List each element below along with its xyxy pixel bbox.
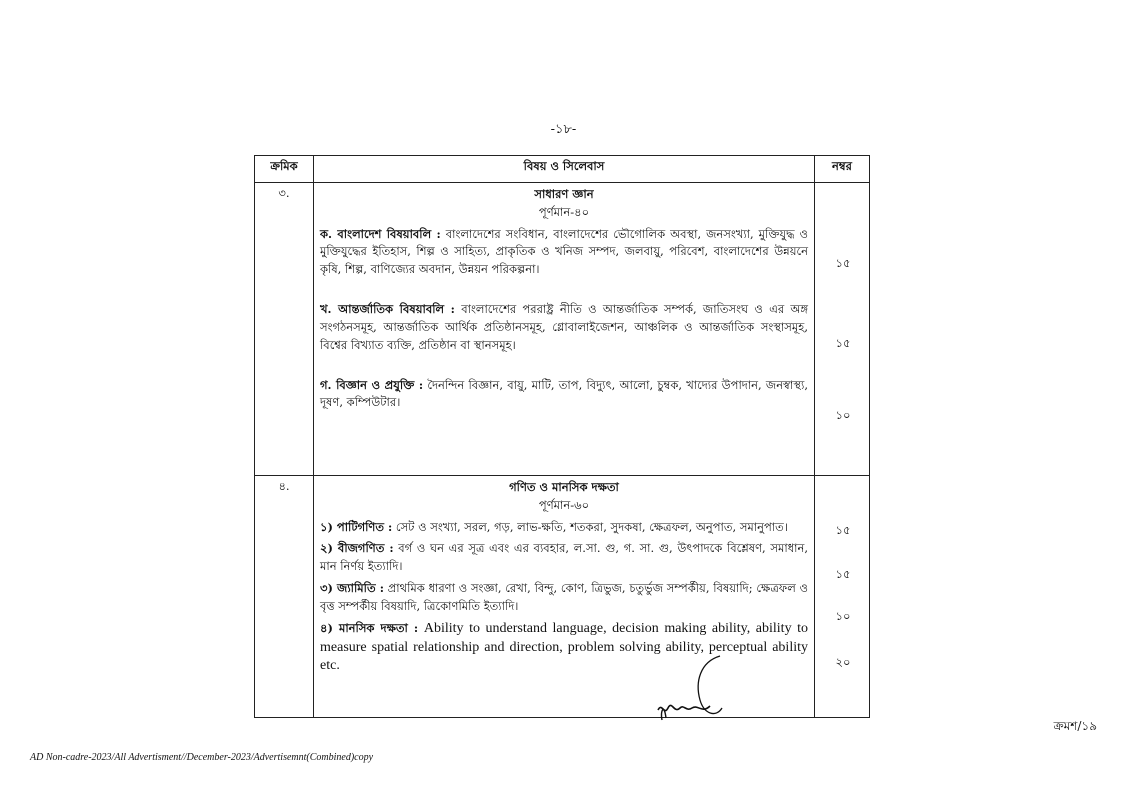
marks-cell — [815, 183, 870, 476]
table-row — [255, 476, 870, 718]
item-heading: ১) পাটিগণিত : — [320, 519, 393, 534]
syllabus-item — [320, 226, 808, 279]
section-serial: ৪. — [255, 476, 314, 718]
syllabus-table — [254, 155, 870, 718]
syllabus-item — [320, 540, 808, 576]
continued-marker: ক্রমশ/১৯ — [1053, 719, 1097, 733]
table-header-row — [255, 156, 870, 183]
item-text: দৈনন্দিন বিজ্ঞান, বায়ু, মাটি, তাপ, বিদ্যুৎ, আলো, চুম্বক, খাদ্যের উপাদান, জনস্বাস্থ্য, দূষণ, কম্পিউটার। — [320, 377, 808, 410]
section-title: সাধারণ জ্ঞান — [534, 187, 594, 201]
item-marks: ১৫ — [835, 336, 851, 350]
item-heading: ৪) মানসিক দক্ষতা : — [320, 620, 419, 635]
item-text: বাংলাদেশের সংবিধান, বাংলাদেশের ভৌগোলিক অবস্থা, জনসংখ্যা, মুক্তিযুদ্ধ ও মুক্তিযুদ্ধের ইতিহাস, শিল্প ও সাহিত্য, প্রাকৃতিক ও খনিজ সম্পদ, জলবায়ু, পরিবেশ, বাংলাদেশের উন্নয়নে কৃষি, শিল্প, বাণিজ্যের অবদান, উন্নয়ন পরিকল্পনা। — [320, 226, 808, 277]
section-full-marks: পূর্ণমান-৪০ — [538, 204, 590, 219]
header-serial: ক্রমিক — [255, 156, 314, 183]
section-content — [314, 183, 815, 476]
item-marks: ১৫ — [835, 567, 851, 581]
syllabus-item — [320, 377, 808, 413]
syllabus-item — [320, 580, 808, 616]
table-row — [255, 183, 870, 476]
footer-file-path: AD Non-cadre-2023/All Advertisment//December-2023/Advertisemnt(Combined)copy — [30, 752, 374, 763]
page-number: -১৮- — [550, 122, 577, 137]
item-heading: ২) বীজগণিত : — [320, 541, 394, 556]
marks-cell — [815, 476, 870, 718]
item-marks: ১৫ — [835, 256, 851, 270]
syllabus-item — [320, 301, 808, 354]
section-serial: ৩. — [255, 183, 314, 476]
item-heading: খ. আন্তর্জাতিক বিষয়াবলি : — [320, 302, 455, 317]
item-marks: ১০ — [835, 609, 851, 623]
item-text: বাংলাদেশের পররাষ্ট্র নীতি ও আন্তর্জাতিক সম্পর্ক, জাতিসংঘ ও এর অঙ্গ সংগঠনসমূহ, আন্তর্জাতিক আর্থিক প্রতিষ্ঠানসমূহ, গ্লোবালাইজেশন, আঞ্চলিক ও আন্তর্জাতিক সংস্থাসমূহ, বিশ্বের বিখ্যাত ব্যক্তি, প্রতিষ্ঠান বা স্থানসমূহ। — [320, 302, 809, 352]
item-marks: ১৫ — [835, 523, 851, 537]
item-marks: ২০ — [835, 655, 851, 669]
section-full-marks: পূর্ণমান-৬০ — [538, 497, 590, 512]
item-text: সেট ও সংখ্যা, সরল, গড়, লাভ-ক্ষতি, শতকরা, সুদকষা, ক্ষেত্রফল, অনুপাত, সমানুপাত। — [395, 519, 788, 534]
item-marks: ১০ — [835, 408, 851, 422]
signature-icon — [650, 652, 740, 732]
item-heading: ক. বাংলাদেশ বিষয়াবলি : — [320, 226, 441, 241]
item-text: Ability to understand language, decision making ability, ability to measure spatial relationship and direction, problem solving ability, perceptual ability etc. — [320, 620, 809, 674]
section-title: গণিত ও মানসিক দক্ষতা — [509, 480, 619, 494]
item-heading: গ. বিজ্ঞান ও প্রযুক্তি : — [320, 377, 424, 392]
item-text: প্রাথমিক ধারণা ও সংজ্ঞা, রেখা, বিন্দু, কোণ, ত্রিভুজ, চতুর্ভুজ সম্পর্কীয়, বিষয়াদি; ক্ষেত্রফল ও বৃত্ত সম্পর্কীয় বিষয়াদি, ত্রিকোণমিতি ইত্যাদি। — [320, 581, 808, 613]
header-subject: বিষয় ও সিলেবাস — [314, 156, 815, 183]
header-marks: নম্বর — [815, 156, 870, 183]
syllabus-item — [320, 519, 808, 537]
item-text: বর্গ ও ঘন এর সূত্র এবং এর ব্যবহার, ল.সা. গু, গ. সা. গু, উৎপাদকে বিশ্লেষণ, সমাধান, মান নির্ণয় ইত্যাদি। — [320, 541, 808, 574]
item-heading: ৩) জ্যামিতি : — [320, 581, 384, 596]
